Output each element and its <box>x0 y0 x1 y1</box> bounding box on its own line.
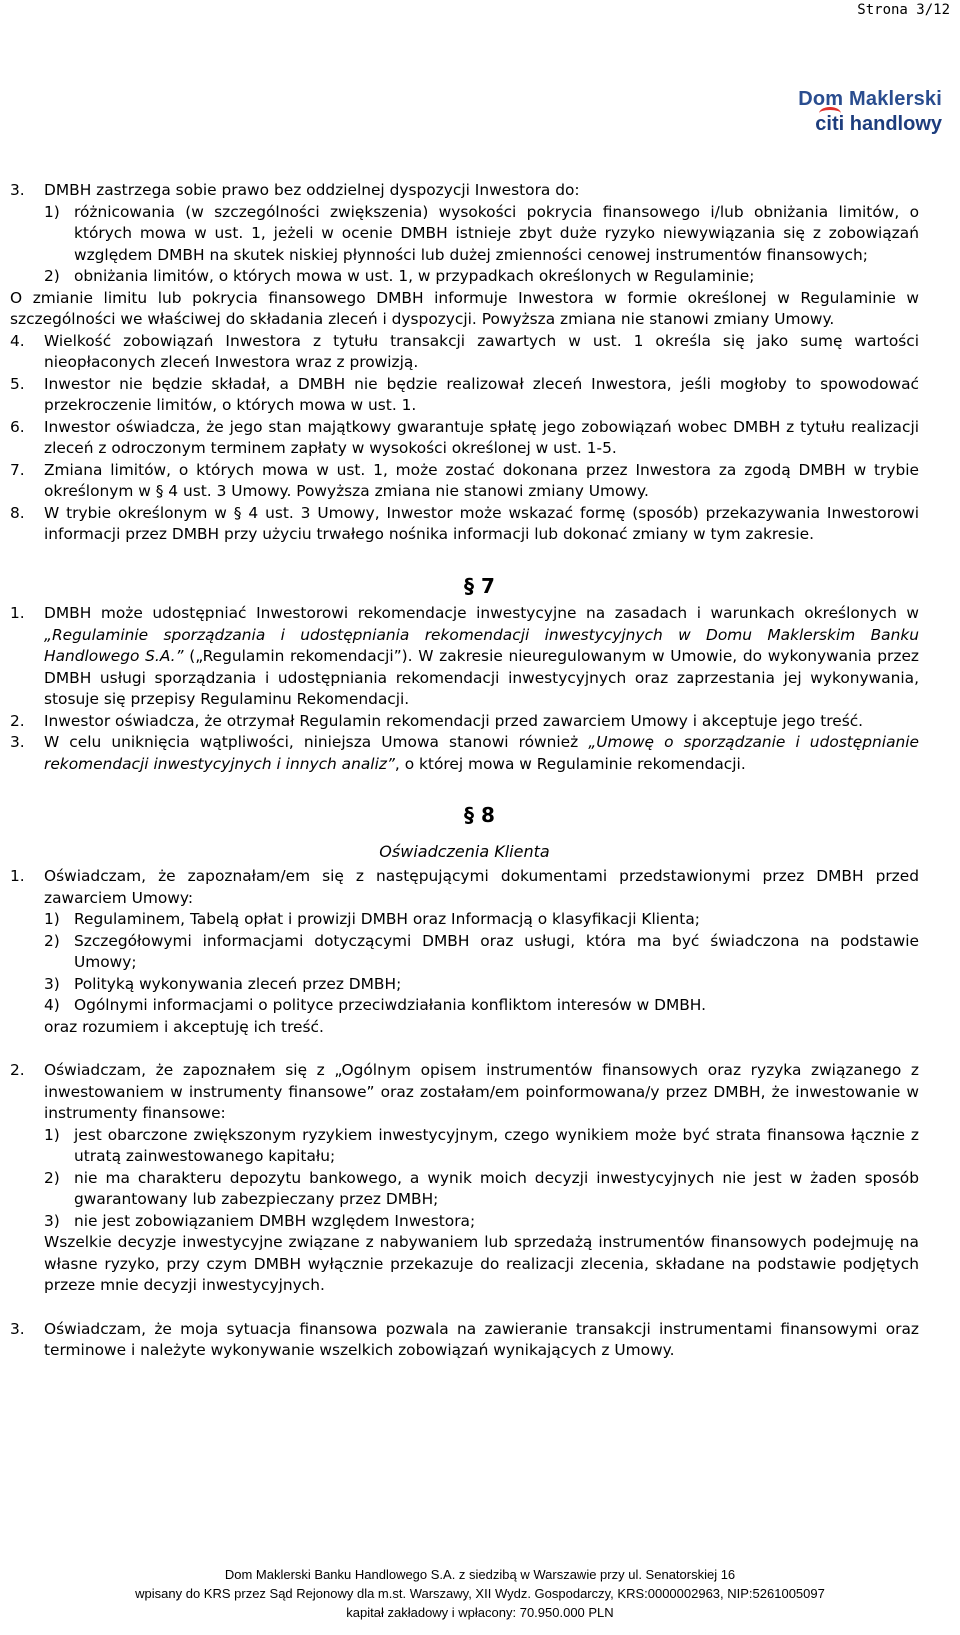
footer-line-3: kapitał zakładowy i wpłacony: 70.950.000 PLN <box>346 1605 614 1620</box>
s7-item-3: 3. W celu uniknięcia wątpliwości, niniejsza Umowa stanowi również „Umowę o sporządzanie i udostępnianie rekomendacji inwestycyjnych i innych analiz”, o której mowa w Regulaminie rekomendacji. <box>10 733 920 773</box>
footer-line-1: Dom Maklerski Banku Handlowego S.A. z siedzibą w Warszawie przy ul. Senatorskiej 16 <box>224 1567 736 1582</box>
section-heading-8: § 8 <box>464 803 495 827</box>
citi-logo-icon: citi <box>815 113 844 135</box>
logo-citi-handlowy: citi handlowy <box>798 113 942 136</box>
s8-item-1-sub-3: 3) Polityką wykonywania zleceń przez DMBH; <box>44 974 402 993</box>
section-heading-7: § 7 <box>464 573 495 598</box>
s8-item-1: 1. Oświadczam, że zapoznałam/em się z następującymi dokumentami przedstawionymi przez DMBH przed zawarciem Umowy: <box>10 867 919 907</box>
s8-item-2: 2. Oświadczam, że zapoznałem się z „Ogólnym opisem instrumentów finansowych oraz ryzyka związanego z inwestowaniem w instrumenty finansowe” oraz zostałam/em poinformowana/y przez DMBH, że inwestowanie w instrumenty finansowe: <box>10 1061 919 1122</box>
page-footer <box>0 1565 960 1622</box>
s8-item-2-note: Wszelkie decyzje inwestycyjne związane z nabywaniem lub sprzedażą instrumentów finansowych podejmuję na własne ryzyko, przy czym DMBH wyłącznie przekazuje do realizacji zlecenia, składane na podstawie podjętych przeze mnie decyzji inwestycyjnych. <box>44 1233 919 1294</box>
s8-item-1-sub-2: 2) Szczegółowymi informacjami dotyczącymi DMBH oraz usługi, która ma być świadczona na podstawie Umowy; <box>44 931 919 971</box>
s6-item-5: 5. Inwestor nie będzie składał, a DMBH nie będzie realizował zleceń Inwestora, jeśli mogłoby to spowodować przekroczenie limitów, o których mowa w ust. 1. <box>10 374 919 414</box>
s6-item-3-note: O zmianie limitu lub pokrycia finansowego DMBH informuje Inwestora w formie określonej w Regulaminie w szczególności we właściwej do składania zleceń i dyspozycji. Powyższa zmiana nie stanowi zmiany Umowy. <box>10 288 919 328</box>
s8-item-1-note: oraz rozumiem i akceptuję ich treść. <box>44 1017 324 1036</box>
logo-text-dom-maklerski: Dom Maklerski <box>798 88 942 110</box>
s6-item-4: 4. Wielkość zobowiązań Inwestora z tytułu transakcji zawartych w ust. 1 określa się jako sumę wartości nieopłaconych zleceń Inwestora wraz z prowizją. <box>10 331 919 371</box>
s8-item-2-sub-2: 2) nie ma charakteru depozytu bankowego, a wynik moich decyzji inwestycyjnych nie jest w żaden sposób gwarantowany lub zabezpieczany przez DMBH; <box>44 1168 919 1208</box>
footer-line-2: wpisany do KRS przez Sąd Rejonowy dla m.st. Warszawy, XII Wydz. Gospodarczy, KRS:0000002963, NIP:5261005097 <box>135 1586 825 1601</box>
s6-item-3: 3. DMBH zastrzega sobie prawo bez oddzielnej dyspozycji Inwestora do: <box>10 181 580 199</box>
s8-item-1-sub-1: 1) Regulaminem, Tabelą opłat i prowizji DMBH oraz Informacją o klasyfikacji Klienta; <box>44 910 700 928</box>
s6-item-7: 7. Zmiana limitów, o których mowa w ust. 1, może zostać dokonana przez Inwestora za zgodą DMBH w trybie określonym w § 4 ust. 3 Umowy. Powyższa zmiana nie stanowi zmiany Umowy. <box>10 460 919 500</box>
page-number: Strona 3/12 <box>857 2 950 18</box>
s8-item-2-sub-1: 1) jest obarczone zwiększonym ryzykiem inwestycyjnym, czego wynikiem może być strata finansowa łącznie z utratą zainwestowanego kapitału; <box>44 1125 919 1165</box>
section-subtitle-8: Oświadczenia Klienta <box>379 841 550 861</box>
s8-item-2-sub-3: 3) nie jest zobowiązaniem DMBH względem Inwestora; <box>44 1211 476 1230</box>
s6-item-3-sub-2: 2) obniżania limitów, o których mowa w ust. 1, w przypadkach określonych w Regulaminie; <box>44 267 755 285</box>
company-logo <box>798 88 942 136</box>
document-body <box>10 180 919 1362</box>
s6-item-6: 6. Inwestor oświadcza, że jego stan majątkowy gwarantuje spłatę jego zobowiązań wobec DMBH z tytułu realizacji zleceń z odroczonym terminem zapłaty w wysokości określonej w ust. 1-5. <box>10 417 919 457</box>
s8-item-3: 3. Oświadczam, że moja sytuacja finansowa pozwala na zawieranie transakcji instrumentami finansowymi oraz terminowe i należyte wykonywanie wszelkich zobowiązań wynikających z Umowy. <box>10 1319 919 1359</box>
s7-item-2: 2. Inwestor oświadcza, że otrzymał Regulamin rekomendacji przed zawarciem Umowy i akceptuje jego treść. <box>10 711 864 730</box>
s6-item-8: 8. W trybie określonym w § 4 ust. 3 Umowy, Inwestor może wskazać formę (sposób) przekazywania Inwestorowi informacji przez DMBH przy użyciu trwałego nośnika informacji lub dokonać zmiany w tym zakresie. <box>10 503 919 543</box>
s8-item-1-sub-4: 4) Ogólnymi informacjami o polityce przeciwdziałania konfliktom interesów w DMBH. <box>44 996 706 1014</box>
s7-item-1: 1. DMBH może udostępniać Inwestorowi rekomendacje inwestycyjne na zasadach i warunkach określonych w „Regulaminie sporządzania i udostępniania rekomendacji inwestycyjnych w Domu Maklerskim Banku Handlowego S.A.” („Regulamin rekomendacji”). W zakresie nieuregulowanym w Umowie, do wykonywania przez DMBH usługi sporządzania i udostępniania rekomendacji inwestycyjnych oraz zaprzestania jej wykonywania, stosuje się przepisy Regulaminu Rekomendacji. <box>10 604 919 708</box>
s6-item-3-sub-1: 1) różnicowania (w szczególności zwiększenia) wysokości pokrycia finansowego i/lub obniżania limitów, o których mowa w ust. 1, jeżeli w ocenie DMBH istnieje zbyt duże ryzyko niewywiązania się z zobowiązań względem DMBH na skutek niskiej płynności lub dużej zmienności cenowej instrumentów finansowych; <box>44 202 919 264</box>
